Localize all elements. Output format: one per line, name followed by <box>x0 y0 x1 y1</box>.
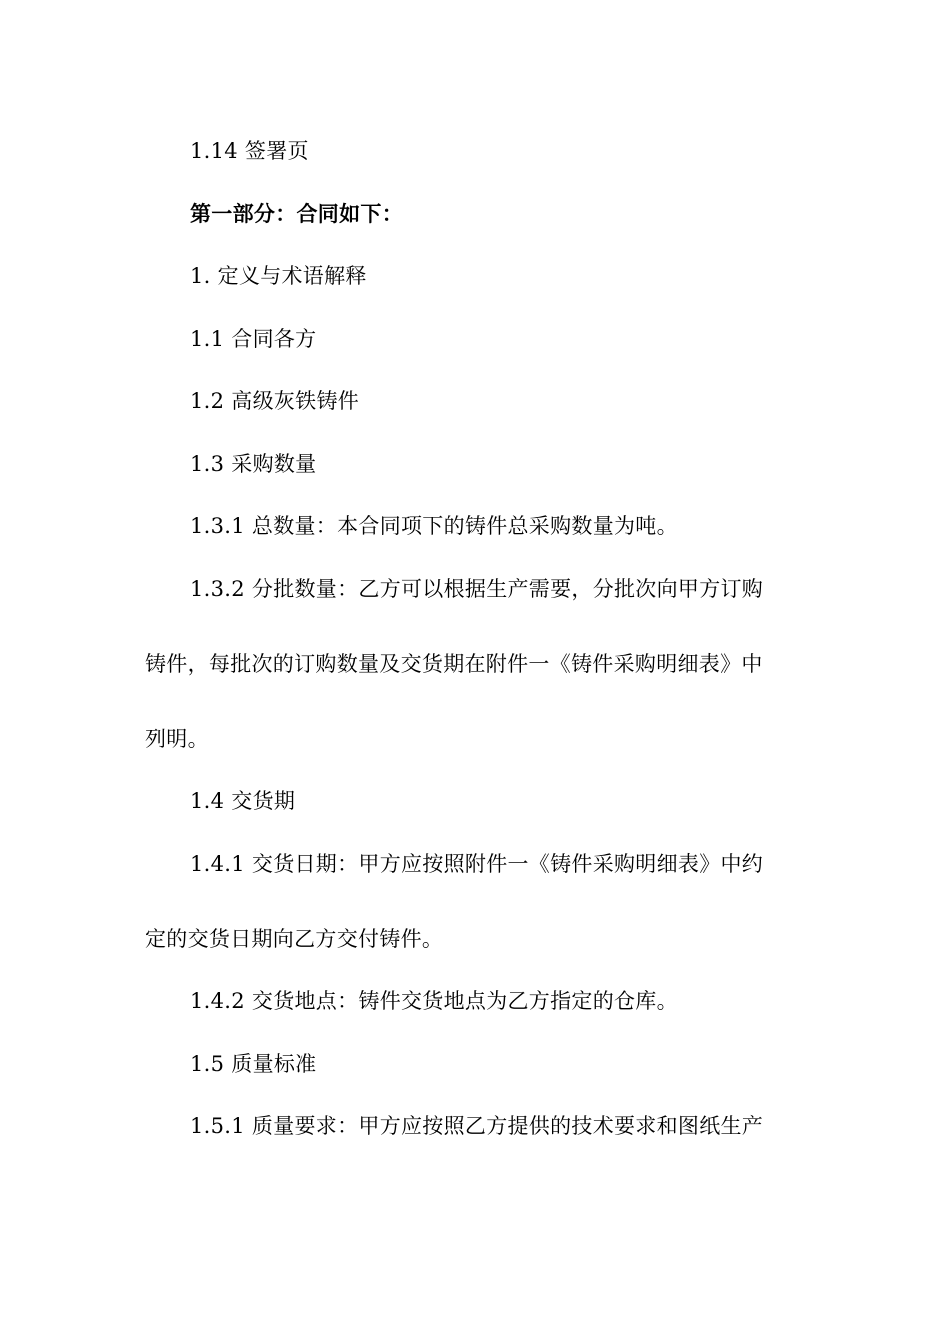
section-1-5-quality-standards: 1.5 质量标准 <box>190 1052 317 1076</box>
section-1-4-delivery-period: 1.4 交货期 <box>190 789 296 813</box>
section-1-3-quantity: 1.3 采购数量 <box>190 452 317 476</box>
section-1-3-2-end: 列明。 <box>145 727 209 751</box>
section-1-4-2-delivery-location: 1.4.2 交货地点：铸件交货地点为乙方指定的仓库。 <box>190 989 678 1013</box>
section-1-definitions: 1. 定义与术语解释 <box>190 264 367 288</box>
section-1-5-1-quality-requirements: 1.5.1 质量要求：甲方应按照乙方提供的技术要求和图纸生产 <box>190 1114 764 1138</box>
section-1-2-castings: 1.2 高级灰铁铸件 <box>190 389 360 413</box>
section-1-3-1-total-quantity: 1.3.1 总数量：本合同项下的铸件总采购数量为吨。 <box>190 514 678 538</box>
section-1-4-1-delivery-date: 1.4.1 交货日期：甲方应按照附件一《铸件采购明细表》中约 <box>190 852 764 876</box>
part-one-heading: 第一部分：合同如下： <box>190 202 403 226</box>
section-1-4-1-continued: 定的交货日期向乙方交付铸件。 <box>145 927 444 951</box>
section-1-3-2-continued: 铸件，每批次的订购数量及交货期在附件一《铸件采购明细表》中 <box>145 652 763 676</box>
section-1-14-signature-page: 1.14 签署页 <box>190 139 309 163</box>
section-1-3-2-batch-quantity: 1.3.2 分批数量：乙方可以根据生产需要，分批次向甲方订购 <box>190 577 764 601</box>
section-1-1-parties: 1.1 合同各方 <box>190 327 317 351</box>
